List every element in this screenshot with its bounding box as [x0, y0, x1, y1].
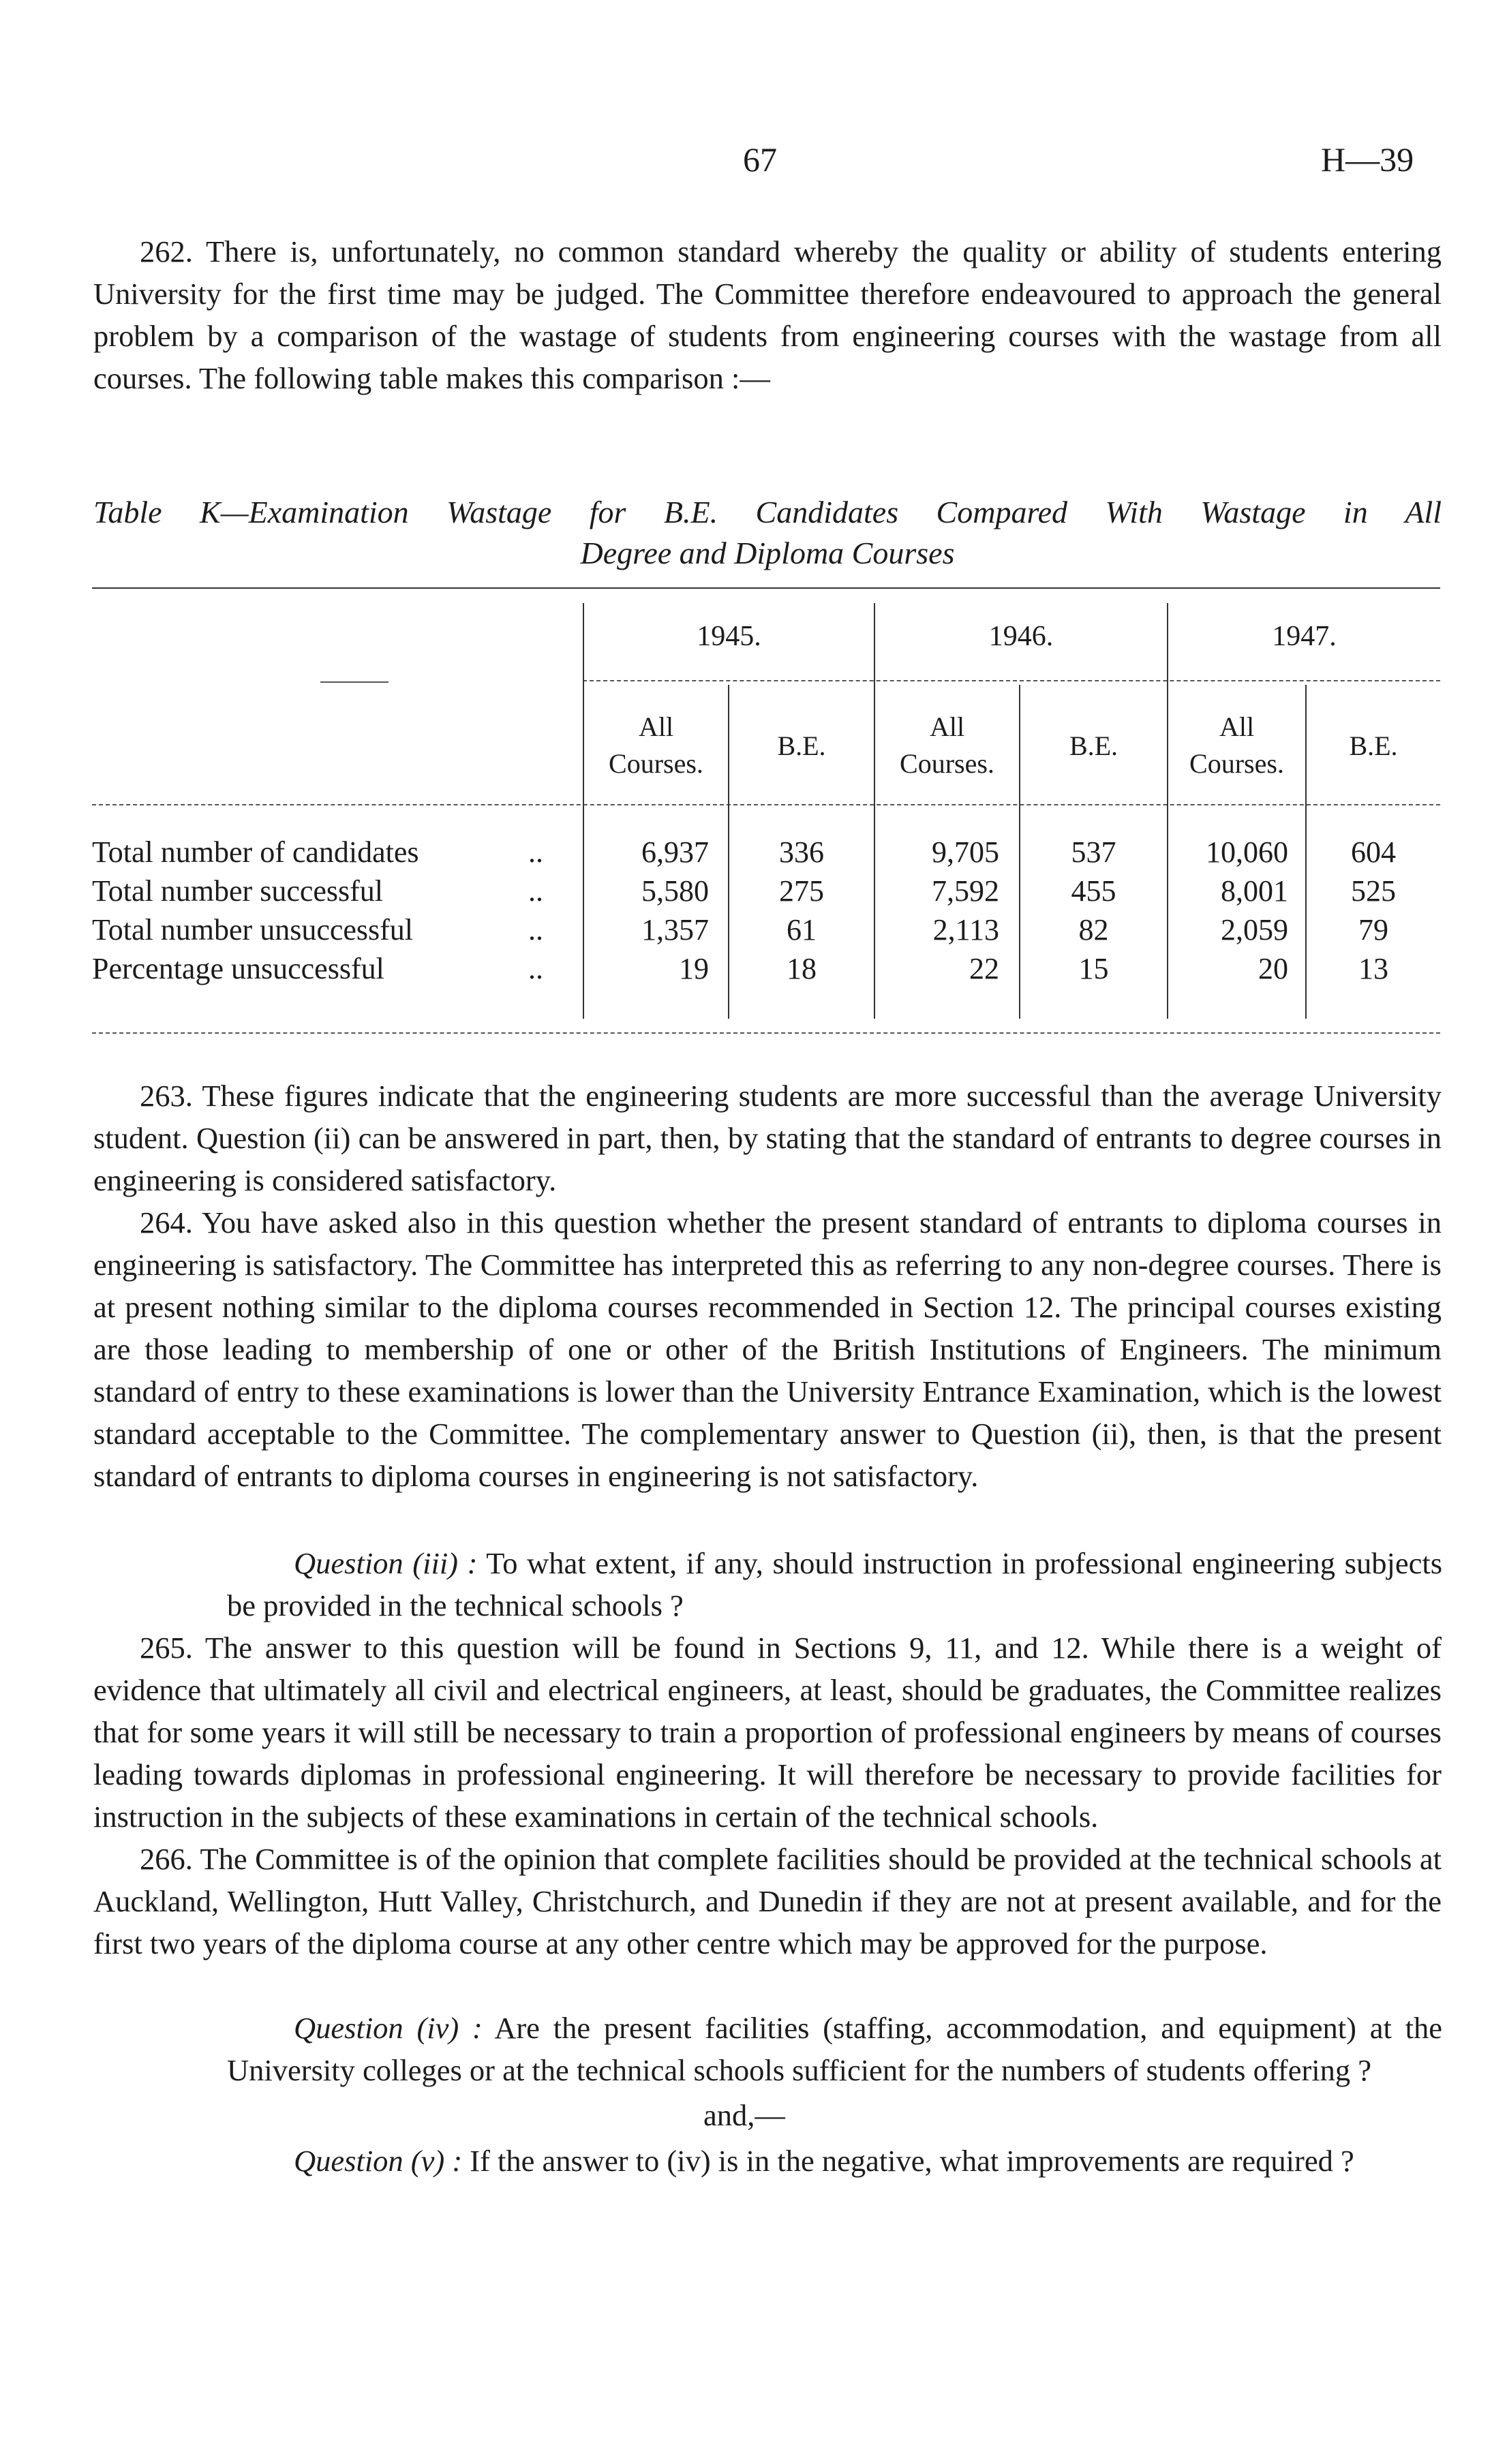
subheader-be-1946: B.E.	[1069, 730, 1118, 761]
table-cell: 2,113	[932, 913, 999, 946]
question-iii	[227, 1542, 1442, 1627]
table-cell: 604	[1351, 835, 1396, 869]
year-1946: 1946.	[988, 621, 1054, 652]
table-cell: 20	[1258, 952, 1288, 985]
subheader-all-courses-1945: All Courses.	[609, 711, 703, 779]
table-cell: 15	[1078, 952, 1109, 985]
question-iv-text: Are the present facilities (staffing, accommodation, and equipment) at the University colleges or at the technical schools sufficient for the numbers of students offering ?	[227, 2011, 1442, 2087]
row-label-total-unsuccessful: Total number unsuccessful	[92, 913, 414, 946]
table-cell: 10,060	[1206, 835, 1288, 869]
leader-dots: ..	[528, 952, 543, 985]
subheader-be-1945: B.E.	[777, 730, 826, 761]
table-cell: 19	[679, 952, 709, 985]
table-cell: 1,357	[641, 913, 709, 946]
paragraph-266: 266. The Committee is of the opinion that complete facilities should be provided at the technical schools at Auckland, Wellington, Hutt Valley, Christchurch, and Dunedin if they are not at present available, and for the first two years of the diploma course at any other centre which may be approved for the purpose.	[93, 1842, 1442, 1960]
table-cell: 9,705	[932, 835, 999, 869]
paragraph-264: 264. You have asked also in this question whether the present standard of entrants to diploma courses in engineering is satisfactory. The Committee has interpreted this as referring to any non-degree courses. There is at present nothing similar to the diploma courses recommended in Section 12. The principal courses existing are those leading to membership of one or other of the British Institutions of Engineers. The minimum standard of entry to these examinations is lower than the University Entrance Examination, which is the lowest standard acceptable to the Committee. The complementary answer to Question (ii), then, is that the present standard of entrants to diploma courses in engineering is not satisfactory.	[93, 1205, 1442, 1493]
table-cell: 2,059	[1221, 913, 1288, 946]
table-cell: 455	[1071, 874, 1116, 908]
table-cell: 79	[1358, 913, 1388, 946]
question-v-text: If the answer to (iv) is in the negative, what improvements are required ?	[470, 2144, 1354, 2178]
table-divider-stub	[583, 603, 584, 1019]
subheader-be-1947: B.E.	[1349, 730, 1398, 761]
paragraph-265: 265. The answer to this question will be found in Sections 9, 11, and 12. While there is a weight of evidence that ultimately all civil and electrical engineers, at least, should be graduates, the Committee realizes that for some years it will still be necessary to train a proportion of professional engineers by means of courses leading towards diplomas in professional engineering. It will therefore be necessary to provide facilities for instruction in the subjects of these examinations in certain of the technical schools.	[93, 1631, 1442, 1834]
leader-dots: ..	[528, 874, 543, 908]
leader-dots: ..	[528, 913, 543, 946]
table-top-rule	[92, 587, 1440, 589]
table-cell: 525	[1351, 874, 1396, 908]
question-iii-text: To what extent, if any, should instruction in professional engineering subjects be provided in the technical schools ?	[227, 1546, 1443, 1622]
leader-dots: ..	[528, 835, 543, 869]
table-caption	[93, 492, 1442, 574]
table-cell: 6,937	[641, 835, 709, 869]
row-label-percentage-unsuccessful: Percentage unsuccessful	[92, 952, 384, 985]
table-cell: 275	[779, 874, 824, 908]
paragraph-263: 263. These figures indicate that the engineering students are more successful than the average University student. Question (ii) can be answered in part, then, by stating that the standard of entrants to degree courses in engineering is considered satisfactory.	[93, 1079, 1442, 1197]
table-cell: 22	[969, 952, 999, 985]
table-cell: 82	[1078, 913, 1109, 946]
table-cell: 5,580	[641, 874, 709, 908]
subheader-all-courses-1946: All Courses.	[900, 711, 994, 779]
table-cell: 61	[787, 913, 817, 946]
table-cell: 7,592	[932, 874, 999, 908]
row-label-total-candidates: Total number of candidates	[92, 835, 419, 869]
question-iv-label: Question (iv) :	[294, 2011, 483, 2045]
year-1947: 1947.	[1272, 621, 1337, 652]
stub-header-dash	[320, 681, 389, 683]
table-cell: 336	[779, 835, 824, 869]
paragraph-262: 262. There is, unfortunately, no common standard whereby the quality or ability of students entering University for the first time may be judged. The Committee therefore endeavoured to approach the general problem by a comparison of the wastage of students from engineering courses with the wastage from all courses. The following table makes this comparison :—	[93, 234, 1442, 395]
question-v-label: Question (v) :	[294, 2144, 463, 2178]
table-header-rule	[92, 804, 1440, 805]
and-connector: and,—	[703, 2098, 785, 2132]
table-cell: 18	[787, 952, 817, 985]
subheader-all-courses-1947: All Courses.	[1189, 711, 1284, 779]
question-v	[227, 2140, 1442, 2182]
page-number: 67	[743, 140, 777, 179]
table-cell: 13	[1358, 952, 1388, 985]
table-year-rule	[583, 680, 1440, 681]
page-header	[0, 140, 1507, 181]
table-caption-line-1: Table K—Examination Wastage for B.E. Candidates Compared With Wastage in All	[93, 495, 1442, 529]
table-bottom-rule	[92, 1032, 1440, 1034]
table-caption-line-2: Degree and Diploma Courses	[580, 536, 955, 570]
table-divider-1946	[874, 603, 875, 1019]
table-divider-1947	[1167, 603, 1168, 1019]
document-reference: H—39	[1321, 140, 1414, 179]
question-iii-label: Question (iii) :	[294, 1546, 478, 1580]
table-cell: 8,001	[1221, 874, 1288, 908]
year-1945: 1945.	[697, 621, 761, 652]
question-iv	[227, 2007, 1442, 2091]
row-label-total-successful: Total number successful	[92, 874, 384, 908]
table-cell: 537	[1071, 835, 1116, 869]
